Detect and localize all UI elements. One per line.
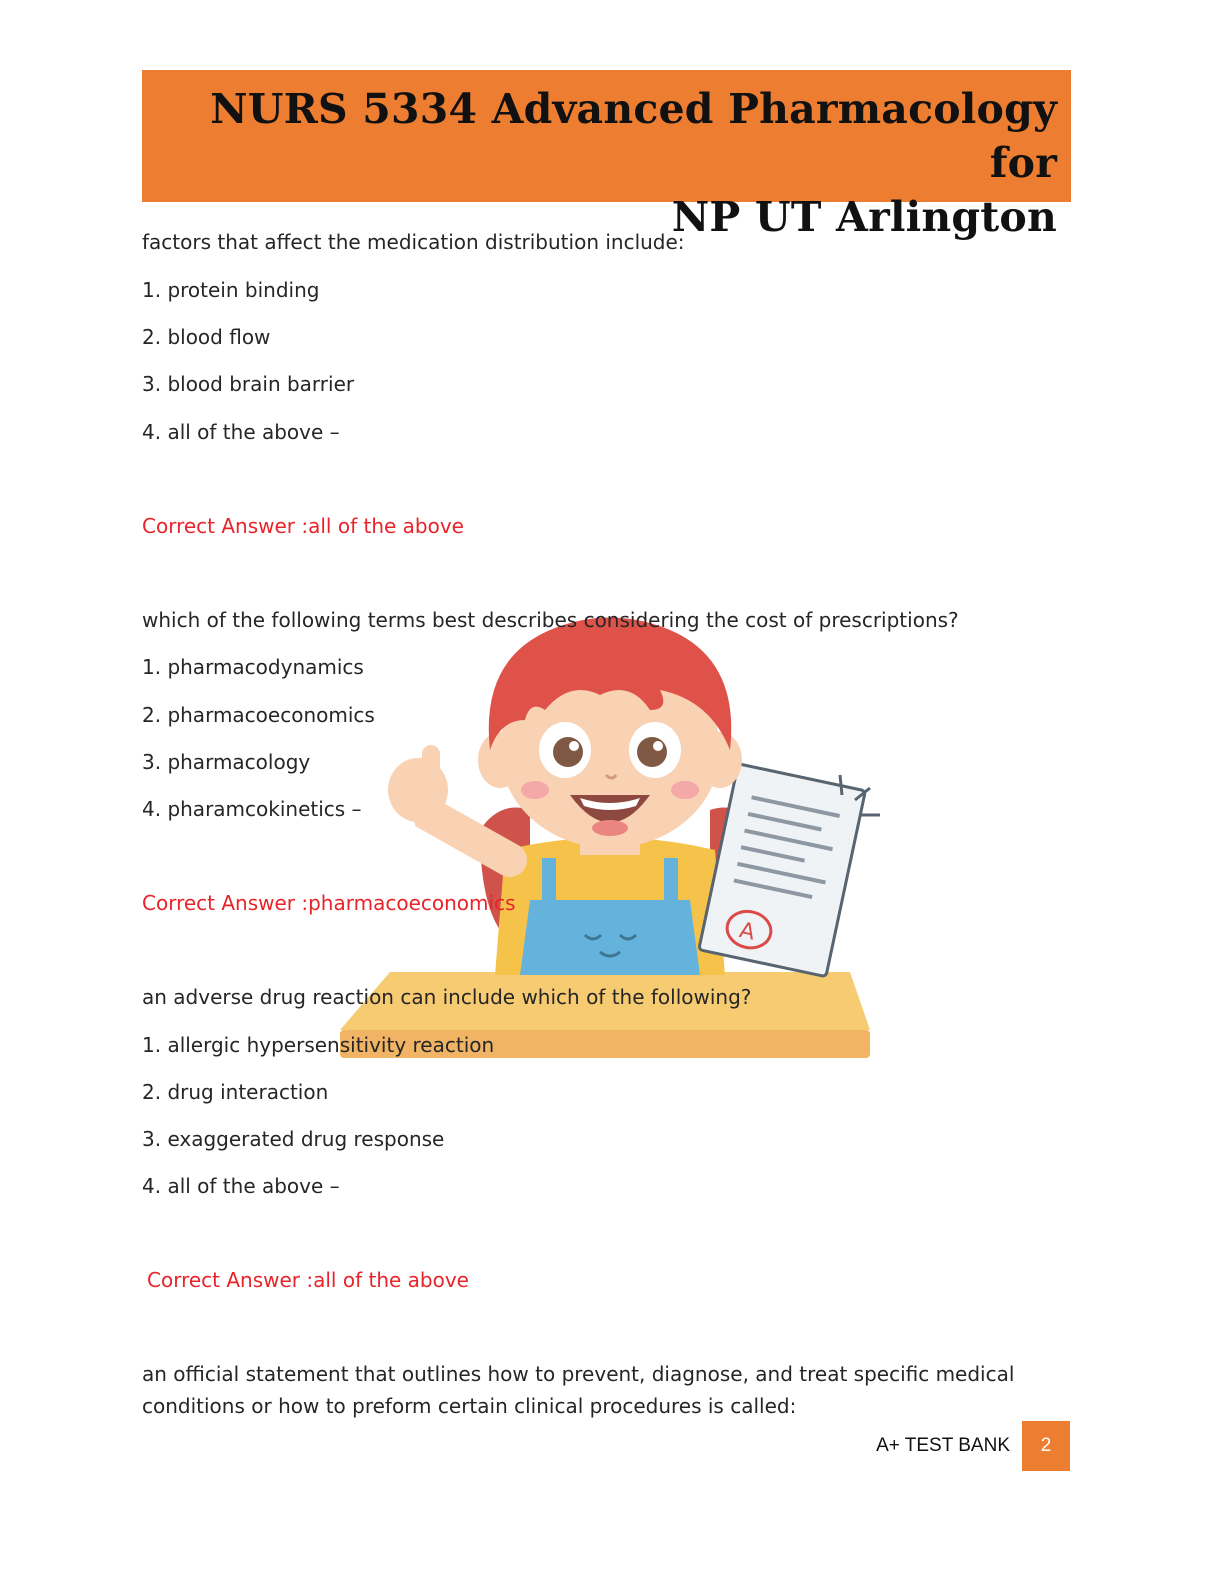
question-1-prompt: factors that affect the medication distribution include:	[142, 230, 685, 254]
question-2-option-3: 3. pharmacology	[142, 750, 311, 774]
question-3-option-2: 2. drug interaction	[142, 1080, 329, 1104]
page-number-badge: 2	[1022, 1421, 1070, 1471]
question-4-prompt-line-1: an official statement that outlines how to prevent, diagnose, and treat specific medical	[142, 1362, 1015, 1386]
question-1-option-3: 3. blood brain barrier	[142, 372, 355, 396]
title-line-2: NP UT Arlington	[671, 193, 1057, 241]
question-3-option-4: 4. all of the above –	[142, 1174, 340, 1198]
question-3-prompt: an adverse drug reaction can include which of the following?	[142, 985, 752, 1009]
question-1-option-4: 4. all of the above –	[142, 420, 340, 444]
question-2-prompt: which of the following terms best describes considering the cost of prescriptions?	[142, 608, 959, 632]
question-3-option-1: 1. allergic hypersensitivity reaction	[142, 1033, 495, 1057]
question-3-option-3: 3. exaggerated drug response	[142, 1127, 445, 1151]
title-line-1: NURS 5334 Advanced Pharmacology for	[210, 85, 1057, 187]
question-1-answer: Correct Answer :all of the above	[142, 514, 464, 538]
question-2-option-4: 4. pharamcokinetics –	[142, 797, 362, 821]
question-2-option-2: 2. pharmacoeconomics	[142, 703, 375, 727]
question-1-option-2: 2. blood flow	[142, 325, 271, 349]
question-1-option-1: 1. protein binding	[142, 278, 320, 302]
question-3-answer: Correct Answer :all of the above	[147, 1268, 469, 1292]
question-2-option-1: 1. pharmacodynamics	[142, 655, 364, 679]
grade-mark: A	[737, 917, 758, 946]
page-title	[177, 82, 1057, 244]
header-band	[142, 70, 1071, 241]
question-4-prompt-line-2: conditions or how to preform certain clinical procedures is called:	[142, 1394, 797, 1418]
footer-label: A+ TEST BANK	[876, 1435, 1010, 1456]
question-2-answer: Correct Answer :pharmacoeconomics	[142, 891, 516, 915]
